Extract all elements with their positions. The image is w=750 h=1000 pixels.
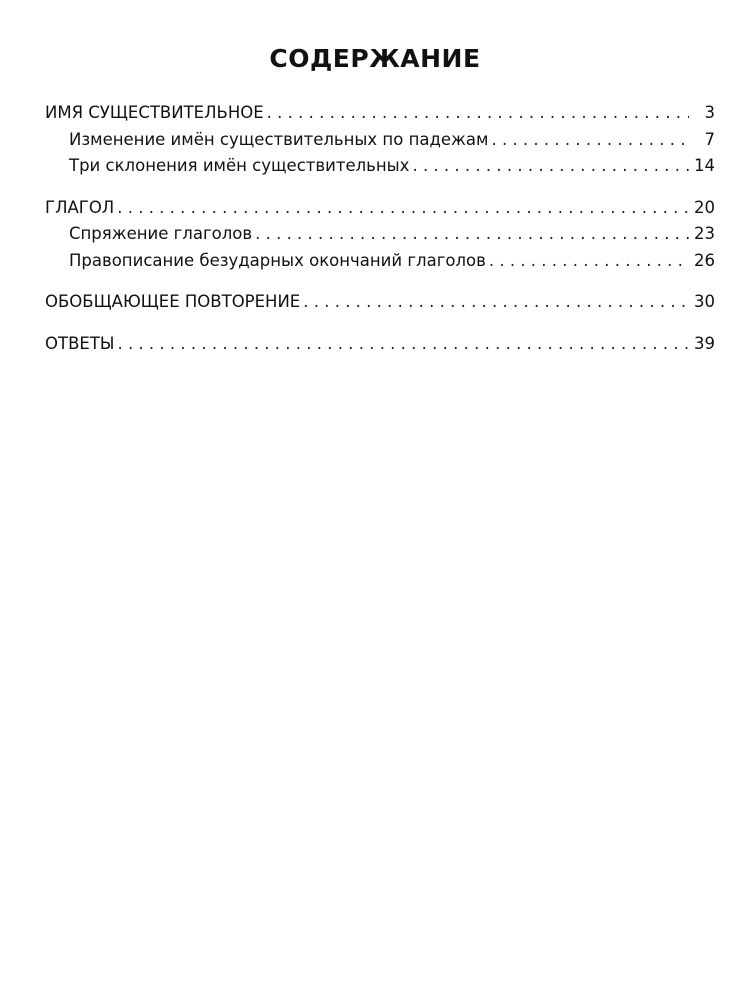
dot-leader xyxy=(491,127,689,154)
toc-subentry xyxy=(45,127,715,154)
dot-leader xyxy=(255,221,689,248)
dot-leader xyxy=(267,100,689,127)
dot-leader xyxy=(489,248,689,275)
toc-page-number: 23 xyxy=(694,224,715,243)
toc-section-review xyxy=(45,289,715,316)
toc-section-nouns xyxy=(45,100,715,180)
table-of-contents xyxy=(45,100,715,372)
toc-section-answers xyxy=(45,331,715,358)
toc-page-number: 14 xyxy=(694,156,715,175)
dot-leader xyxy=(412,153,689,180)
toc-subentry xyxy=(45,248,715,275)
toc-page-number: 7 xyxy=(704,129,715,149)
toc-page-number: 3 xyxy=(704,103,715,122)
toc-entry xyxy=(45,289,715,316)
toc-subentry-label: Изменение имён существительных по падежам xyxy=(69,129,489,149)
toc-entry-label: ИМЯ СУЩЕСТВИТЕЛЬНОЕ xyxy=(45,103,264,122)
toc-section-verb xyxy=(45,195,715,275)
dot-leader xyxy=(117,195,689,222)
toc-entry-label: ОБОБЩАЮЩЕЕ ПОВТОРЕНИЕ xyxy=(45,292,301,311)
toc-subentry-label: Три склонения имён существительных xyxy=(69,156,410,175)
toc-page-number: 30 xyxy=(694,292,715,311)
dot-leader xyxy=(117,331,689,358)
toc-subentry-label: Спряжение глаголов xyxy=(69,224,253,243)
toc-page-number: 20 xyxy=(694,197,715,217)
toc-entry-label: ОТВЕТЫ xyxy=(45,333,115,353)
dot-leader xyxy=(303,289,689,316)
toc-subentry xyxy=(45,221,715,248)
toc-page-number: 26 xyxy=(694,250,715,270)
toc-entry-label: ГЛАГОЛ xyxy=(45,197,115,217)
toc-title: СОДЕРЖАНИЕ xyxy=(269,44,481,73)
toc-page-number: 39 xyxy=(694,333,715,353)
toc-entry xyxy=(45,100,715,127)
toc-subentry xyxy=(45,153,715,180)
toc-subentry-label: Правописание безударных окончаний глаголов xyxy=(69,250,486,270)
toc-entry xyxy=(45,331,715,358)
toc-entry xyxy=(45,195,715,222)
